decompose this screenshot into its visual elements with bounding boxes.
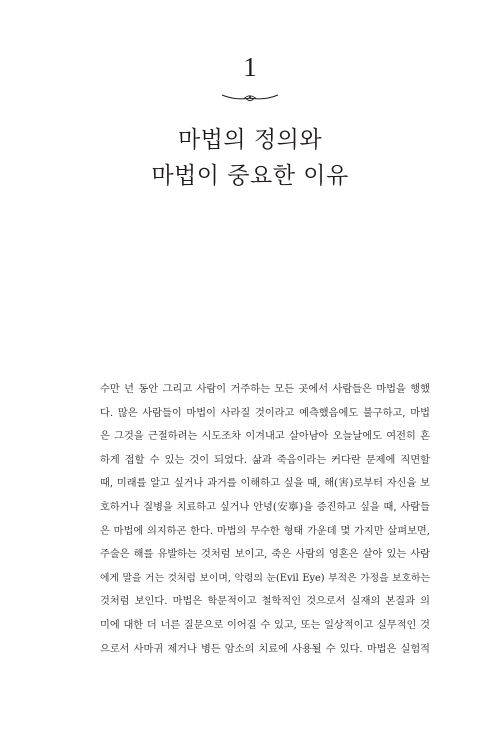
chapter-number: 1 bbox=[243, 52, 257, 82]
ornament-divider-icon bbox=[220, 90, 280, 104]
body-line: 주술은 해를 유발하는 것처럼 보이고, 죽은 사람의 영혼은 살아 있는 사람 bbox=[100, 549, 430, 561]
body-line: 은 마법에 의지하곤 한다. 마법의 무수한 형태 가운데 몇 가지만 살펴보면, bbox=[100, 525, 430, 537]
body-line: 은 그것을 근절하려는 시도조차 이겨내고 살아남아 오늘날에도 여전히 흔 bbox=[100, 431, 430, 443]
body-paragraph bbox=[100, 378, 430, 661]
body-line: 하게 접할 수 있는 것이 되었다. 삶과 죽음이라는 커다란 문제에 직면할 bbox=[100, 454, 430, 466]
body-line: 미에 대한 더 너른 질문으로 이어질 수 있고, 또는 일상적이고 실무적인 것 bbox=[100, 619, 430, 631]
chapter-title-line-2: 마법이 중요한 이유 bbox=[151, 163, 349, 189]
body-line: 때, 미래를 알고 싶거나 과거를 이해하고 싶을 때, 해(害)로부터 자신을 보 bbox=[100, 478, 430, 490]
body-line: 호하거나 질병을 치료하고 싶거나 안녕(安寧)을 증진하고 싶을 때, 사람들 bbox=[100, 501, 430, 513]
body-line: 것처럼 보인다. 마법은 학문적이고 철학적인 것으로서 실재의 본질과 의 bbox=[100, 596, 430, 608]
body-line: 다. 많은 사람들이 마법이 사라질 것이라고 예측했음에도 불구하고, 마법 bbox=[100, 407, 430, 419]
chapter-title bbox=[0, 122, 500, 194]
body-line: 으로서 사마귀 제거나 병든 암소의 치료에 사용될 수 있다. 마법은 실험적 bbox=[100, 643, 430, 655]
chapter-title-line-1: 마법의 정의와 bbox=[177, 127, 323, 153]
body-line: 수만 년 동안 그리고 사람이 거주하는 모든 곳에서 사람들은 마법을 행했 bbox=[100, 384, 430, 395]
body-line: 에게 말을 거는 것처럼 보이며, 악령의 눈(Evil Eye) 부적은 가정을 보호하는 bbox=[100, 572, 430, 584]
